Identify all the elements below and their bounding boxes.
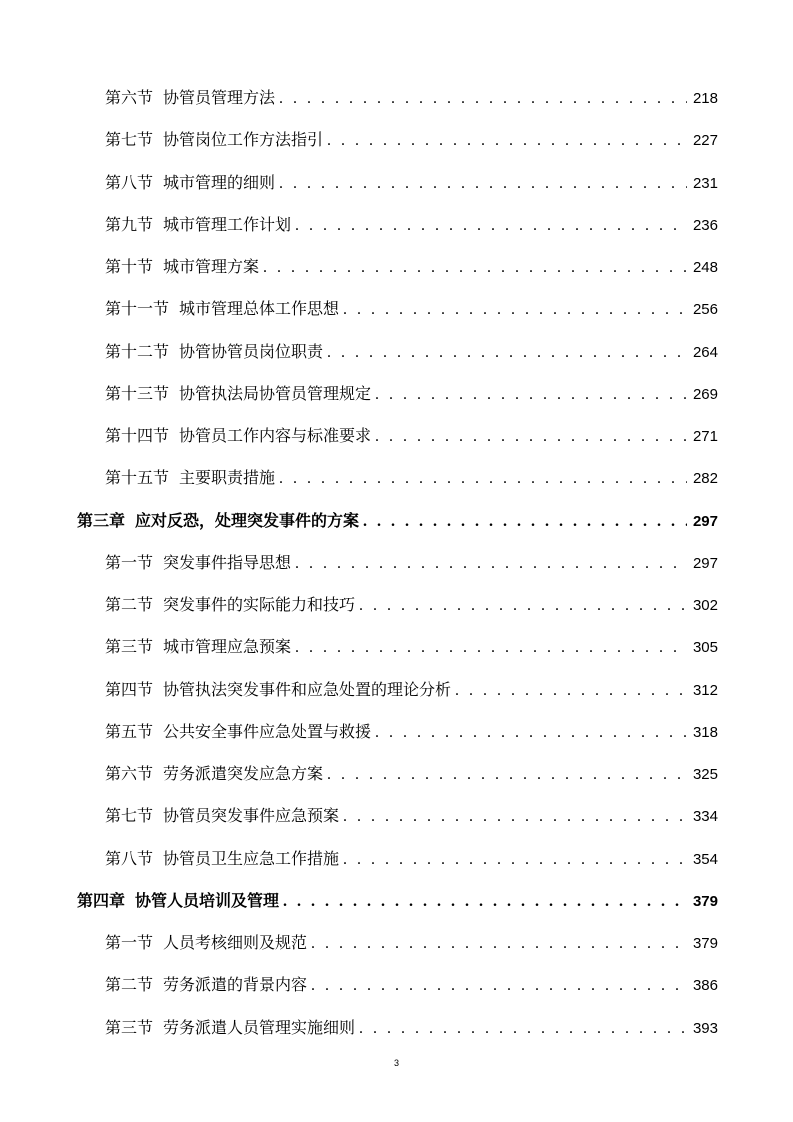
toc-entry-page: 227: [692, 132, 718, 149]
toc-entry-page: 305: [692, 639, 718, 656]
toc-section-entry[interactable]: [105, 297, 718, 321]
toc-entry-number: 第七节: [105, 130, 154, 149]
toc-entry-label: [105, 1016, 355, 1040]
toc-entry-label: [105, 171, 275, 195]
toc-entry-number: 第二节: [105, 975, 154, 994]
toc-chapter-entry[interactable]: [77, 889, 718, 913]
toc-entry-title: 协管协管员岗位职责: [179, 342, 324, 361]
toc-entry-label: [105, 213, 291, 237]
dot-leader: [327, 129, 687, 153]
toc-entry-page: 236: [692, 217, 718, 234]
toc-entry-page: 264: [692, 344, 718, 361]
toc-section-entry[interactable]: [105, 340, 718, 364]
toc-entry-number: 第四节: [105, 680, 154, 699]
dot-leader: [343, 848, 687, 872]
toc-entry-title: 突发事件的实际能力和技巧: [163, 595, 356, 614]
toc-entry-title: 城市管理方案: [163, 257, 260, 276]
toc-entry-label: [105, 847, 339, 871]
toc-entry-page: 386: [692, 977, 718, 994]
toc-entry-number: 第二节: [105, 595, 154, 614]
toc-entry-label: [105, 593, 355, 617]
toc-entry-title: 协管岗位工作方法指引: [163, 130, 324, 149]
toc-section-entry[interactable]: [105, 804, 718, 828]
toc-entry-number: 第十二节: [105, 342, 170, 361]
toc-entry-number: 第五节: [105, 722, 154, 741]
toc-entry-label: [105, 128, 323, 152]
toc-section-entry[interactable]: [105, 593, 718, 617]
page-number: 3: [393, 1058, 399, 1068]
dot-leader: [359, 1017, 687, 1041]
toc-chapter-entry[interactable]: [77, 509, 718, 533]
dot-leader: [263, 256, 687, 280]
toc-entry-title: 城市管理的细则: [163, 173, 276, 192]
toc-entry-title: 协管人员培训及管理: [135, 891, 280, 910]
toc-section-entry[interactable]: [105, 466, 718, 490]
toc-entry-page: 334: [692, 808, 718, 825]
toc-section-entry[interactable]: [105, 973, 718, 997]
dot-leader: [455, 679, 687, 703]
toc-section-entry[interactable]: [105, 635, 718, 659]
toc-entry-page: 318: [692, 724, 718, 741]
toc-entry-number: 第八节: [105, 849, 154, 868]
dot-leader: [327, 763, 687, 787]
toc-entry-label: [77, 889, 279, 913]
toc-entry-label: [105, 762, 323, 786]
dot-leader: [311, 932, 687, 956]
toc-entry-number: 第一节: [105, 553, 154, 572]
toc-entry-label: [105, 466, 275, 490]
toc-entry-number: 第十一节: [105, 299, 170, 318]
toc-entry-page: 297: [692, 513, 718, 530]
toc-entry-label: [105, 297, 339, 321]
toc-section-entry[interactable]: [105, 255, 718, 279]
toc-entry-number: 第三节: [105, 637, 154, 656]
toc-entry-page: 269: [692, 386, 718, 403]
toc-section-entry[interactable]: [105, 1016, 718, 1040]
dot-leader: [295, 636, 687, 660]
toc-entry-title: 应对反恐，处理突发事件的方案: [135, 511, 360, 530]
toc-entry-number: 第七节: [105, 806, 154, 825]
toc-entry-page: 354: [692, 851, 718, 868]
toc-entry-page: 312: [692, 682, 718, 699]
toc-entry-title: 劳务派遣的背景内容: [163, 975, 308, 994]
toc-entry-number: 第三节: [105, 1018, 154, 1037]
toc-entry-number: 第十三节: [105, 384, 170, 403]
toc-section-entry[interactable]: [105, 720, 718, 744]
toc-entry-label: [77, 509, 359, 533]
toc-entry-page: 282: [692, 470, 718, 487]
toc-entry-title: 主要职责措施: [179, 468, 276, 487]
toc-entry-label: [105, 340, 323, 364]
toc-entry-page: 379: [692, 935, 718, 952]
toc-entry-page: 302: [692, 597, 718, 614]
dot-leader: [283, 890, 687, 914]
toc-entry-title: 城市管理总体工作思想: [179, 299, 340, 318]
toc-entry-label: [105, 678, 451, 702]
toc-entry-number: 第十四节: [105, 426, 170, 445]
toc-entry-label: [105, 635, 291, 659]
toc-entry-title: 城市管理应急预案: [163, 637, 292, 656]
dot-leader: [363, 510, 687, 534]
toc-entry-number: 第十节: [105, 257, 154, 276]
dot-leader: [279, 87, 687, 111]
dot-leader: [343, 298, 687, 322]
dot-leader: [279, 467, 687, 491]
toc-entry-title: 协管员工作内容与标准要求: [179, 426, 372, 445]
toc-entry-label: [105, 255, 259, 279]
toc-entry-label: [105, 424, 371, 448]
toc-section-entry[interactable]: [105, 171, 718, 195]
toc-entry-title: 协管执法突发事件和应急处置的理论分析: [163, 680, 452, 699]
toc-section-entry[interactable]: [105, 847, 718, 871]
toc-section-entry[interactable]: [105, 128, 718, 152]
toc-section-entry[interactable]: [105, 678, 718, 702]
toc-section-entry[interactable]: [105, 382, 718, 406]
toc-entry-page: 379: [692, 893, 718, 910]
dot-leader: [375, 721, 687, 745]
toc-entry-title: 劳务派遣人员管理实施细则: [163, 1018, 356, 1037]
toc-section-entry[interactable]: [105, 86, 718, 110]
toc-entry-label: [105, 720, 371, 744]
toc-entry-title: 协管员突发事件应急预案: [163, 806, 340, 825]
toc-entry-number: 第九节: [105, 215, 154, 234]
toc-entry-page: 248: [692, 259, 718, 276]
toc-section-entry[interactable]: [105, 762, 718, 786]
toc-entry-title: 协管员卫生应急工作措施: [163, 849, 340, 868]
toc-entry-title: 城市管理工作计划: [163, 215, 292, 234]
toc-entry-page: 271: [692, 428, 718, 445]
toc-entry-number: 第六节: [105, 764, 154, 783]
toc-entry-number: 第四章: [77, 891, 126, 910]
toc-entry-title: 公共安全事件应急处置与救援: [163, 722, 372, 741]
toc-entry-page: 256: [692, 301, 718, 318]
dot-leader: [343, 805, 687, 829]
toc-section-entry[interactable]: [105, 424, 718, 448]
dot-leader: [311, 974, 687, 998]
toc-entry-label: [105, 973, 307, 997]
toc-entry-number: 第十五节: [105, 468, 170, 487]
toc-entry-title: 突发事件指导思想: [163, 553, 292, 572]
toc-entry-title: 劳务派遣突发应急方案: [163, 764, 324, 783]
toc-entry-number: 第三章: [77, 511, 126, 530]
toc-entry-page: 325: [692, 766, 718, 783]
toc-entry-number: 第八节: [105, 173, 154, 192]
dot-leader: [295, 552, 687, 576]
toc-entry-page: 231: [692, 175, 718, 192]
toc-entry-page: 218: [692, 90, 718, 107]
toc-entry-page: 393: [692, 1020, 718, 1037]
toc-entry-title: 人员考核细则及规范: [163, 933, 308, 952]
dot-leader: [295, 214, 687, 238]
dot-leader: [359, 594, 687, 618]
toc-section-entry[interactable]: [105, 931, 718, 955]
toc-entry-number: 第六节: [105, 88, 154, 107]
toc-entry-label: [105, 804, 339, 828]
toc-entry-number: 第一节: [105, 933, 154, 952]
toc-entry-page: 297: [692, 555, 718, 572]
toc-section-entry[interactable]: [105, 551, 718, 575]
toc-section-entry[interactable]: [105, 213, 718, 237]
toc-entry-title: 协管执法局协管员管理规定: [179, 384, 372, 403]
toc-entry-label: [105, 551, 291, 575]
dot-leader: [375, 425, 687, 449]
toc-entry-title: 协管员管理方法: [163, 88, 276, 107]
toc-entry-label: [105, 382, 371, 406]
dot-leader: [327, 341, 687, 365]
dot-leader: [279, 172, 687, 196]
toc-entry-label: [105, 86, 275, 110]
dot-leader: [375, 383, 687, 407]
toc-entry-label: [105, 931, 307, 955]
